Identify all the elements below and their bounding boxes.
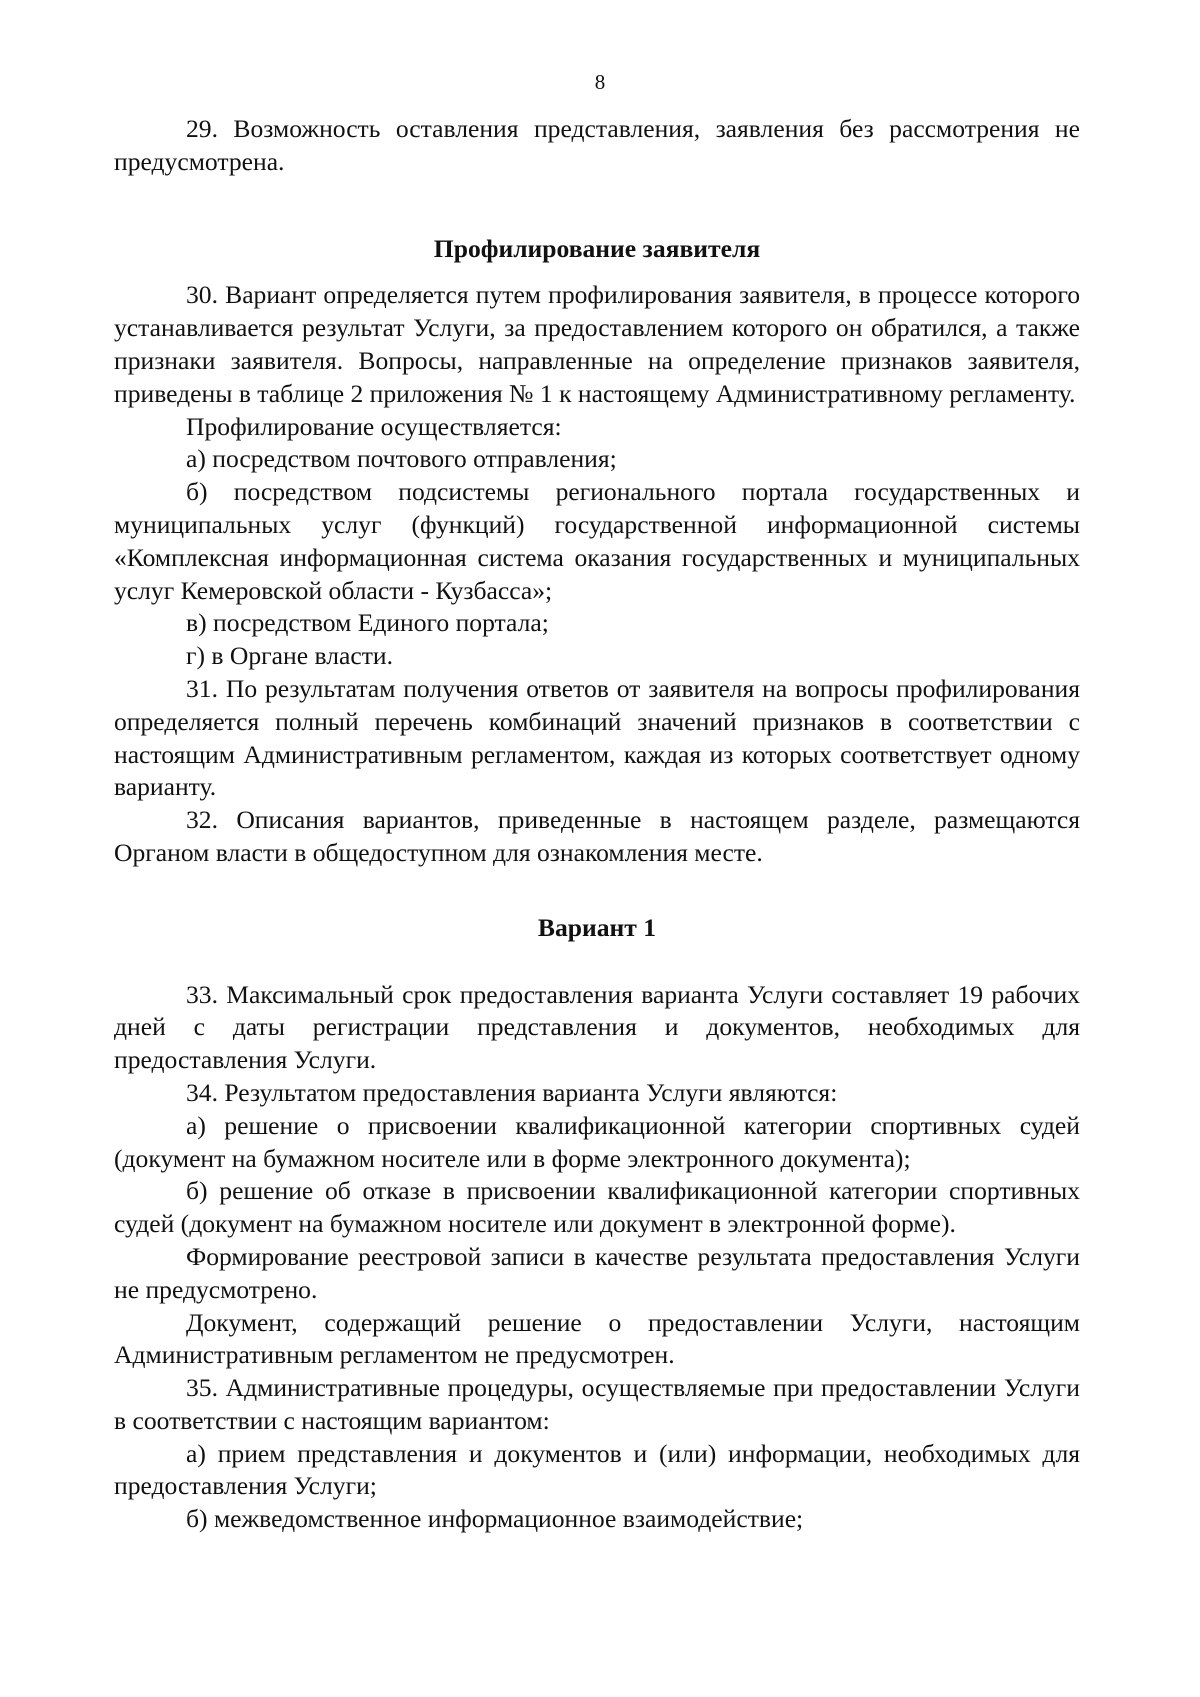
page-number: 8 [594, 70, 606, 94]
paragraph-31: 31. По результатам получения ответов от заявителя на вопросы профилирования определяется полный перечень комбинаций значений признаков в соответствии с настоящим Административным регламентом, каждая из которых соответствует одному варианту. [114, 673, 1080, 802]
paragraph-29: 29. Возможность оставления представления, заявления без рассмотрения не предусмотрена. [114, 114, 1080, 176]
section-heading-variant-1: Вариант 1 [537, 912, 657, 942]
paragraph-decision-document: Документ, содержащий решение о предоставлении Услуги, настоящим Административным регламентом не предусмотрен. [114, 1307, 1080, 1370]
paragraph-30: 30. Вариант определяется путем профилирования заявителя, в процессе которого устанавливается результат Услуги, за предоставлением которого он обратился, а также признаки заявителя. Вопросы, направленные на определение признаков заявителя, приведены в таблице 2 приложения № 1 к настоящему Административному регламенту. [114, 280, 1080, 408]
list-item-v-unified-portal: в) посредством Единого портала; [186, 608, 549, 638]
paragraph-33: 33. Максимальный срок предоставления варианта Услуги составляет 19 рабочих дней с даты регистрации представления и документов, необходимых для предоставления Услуги. [114, 979, 1080, 1075]
document-body [114, 113, 1080, 1536]
list-item-a-reception: а) прием представления и документов и (или) информации, необходимых для предоставления Услуги; [114, 1438, 1080, 1501]
list-item-a-decision-assign: а) решение о присвоении квалификационной категории спортивных судей (документ на бумажном носителе или в форме электронного документа); [114, 1110, 1080, 1173]
section-heading-applicant-profiling: Профилирование заявителя [433, 233, 761, 263]
list-item-b-decision-refuse: б) решение об отказе в присвоении квалификационной категории спортивных судей (документ на бумажном носителе или документ в электронной форме). [114, 1176, 1080, 1239]
list-item-a-postal: а) посредством почтового отправления; [186, 444, 617, 474]
list-item-b-interagency: б) межведомственное информационное взаимодействие; [186, 1504, 804, 1534]
list-item-b-regional-portal: б) посредством подсистемы регионального портала государственных и муниципальных услуг (функций) государственной информационной системы «Комплексная информационная система оказания государственных и муниципальных услуг Кемеровской области - Кузбасса»; [114, 477, 1080, 605]
paragraph-profiling-methods-intro: Профилирование осуществляется: [186, 411, 562, 441]
paragraph-32: 32. Описания вариантов, приведенные в настоящем разделе, размещаются Органом власти в общедоступном для ознакомления месте. [114, 805, 1080, 867]
paragraph-registry-record: Формирование реестровой записи в качестве результата предоставления Услуги не предусмотрено. [114, 1241, 1080, 1304]
paragraph-34: 34. Результатом предоставления варианта Услуги являются: [186, 1077, 838, 1107]
list-item-g-authority: г) в Органе власти. [186, 641, 394, 671]
paragraph-35: 35. Административные процедуры, осуществляемые при предоставлении Услуги в соответствии с настоящим вариантом: [114, 1373, 1080, 1435]
